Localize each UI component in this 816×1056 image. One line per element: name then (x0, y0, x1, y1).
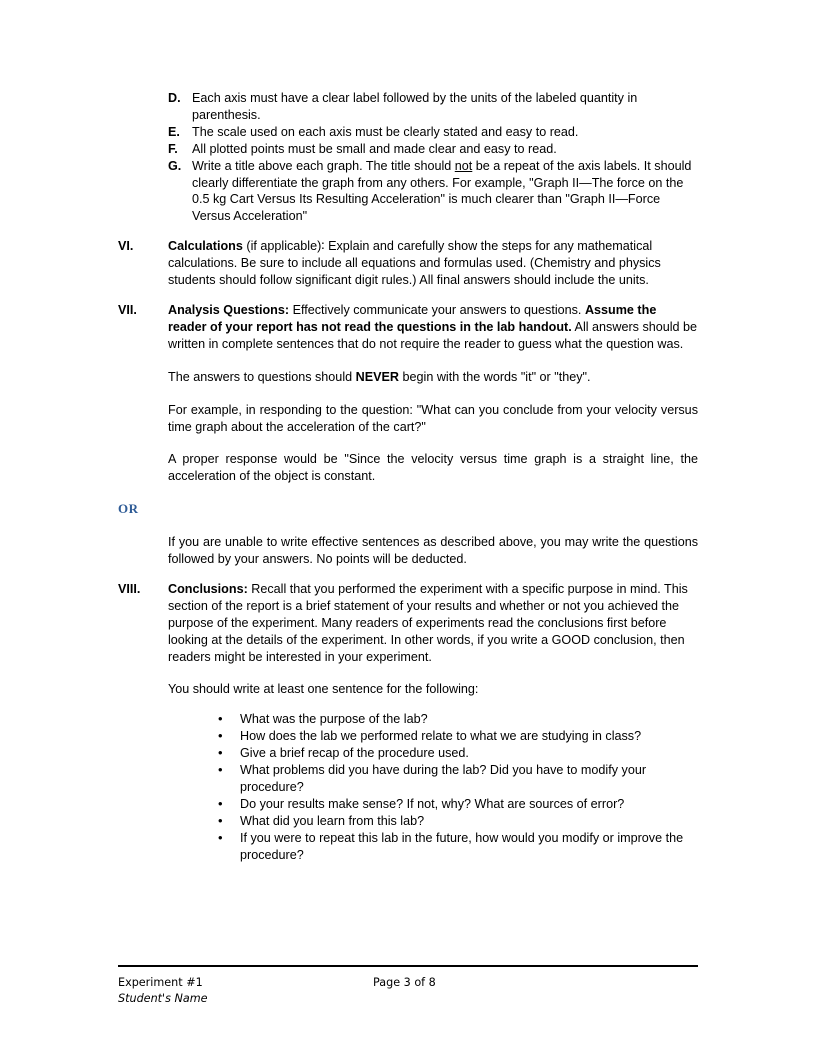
section-marker-vi: VI. (118, 239, 134, 254)
list-item-g-text-part1: Write a title above each graph. The title should (192, 158, 455, 173)
paragraph-never-part1: The answers to questions should (168, 369, 356, 384)
list-marker-e: E. (168, 124, 180, 139)
list-item (118, 796, 698, 813)
conclusion-questions-list (118, 711, 698, 863)
list-item-d-text: Each axis must have a clear label followed by the units of the labeled quantity in parenthesis. (192, 91, 638, 122)
document-content (118, 90, 698, 864)
paragraph-proper-response: A proper response would be "Since the velocity versus time graph is a straight line, the acceleration of the object is constant. (168, 452, 698, 484)
list-item-g-underlined-word: not (454, 158, 473, 173)
section-marker-viii: VIII. (118, 581, 141, 596)
footer-page-number: Page 3 of 8 (373, 976, 436, 989)
section-vi-text: Explain and carefully show the steps for any mathematical calculations. Be sure to include all equations and formulas used. (Chemistry and physics students should follow significant digit rules.) All final answers should include the units. (168, 239, 661, 288)
bullet-icon: • (218, 795, 223, 811)
section-viii-heading: Conclusions: (168, 581, 248, 596)
section-vii-intro: Effectively communicate your answers to questions. (289, 302, 585, 317)
paragraph-never-part2: begin with the words "it" or "they". (399, 369, 591, 384)
paragraph-alternative: If you are unable to write effective sentences as described above, you may write the questions followed by your answers. No points will be deducted. (168, 535, 698, 567)
list-item-g (118, 158, 698, 226)
section-calculations (118, 238, 698, 289)
list-item-f-text: All plotted points must be small and made clear and easy to read. (192, 141, 557, 156)
bullet-icon: • (218, 762, 223, 778)
section-analysis-questions (118, 302, 698, 353)
section-vii-body (168, 302, 698, 353)
list-marker-d: D. (168, 91, 181, 105)
paragraph-never (118, 369, 698, 386)
page-footer (118, 975, 698, 1006)
list-item (118, 728, 698, 745)
list-item (118, 830, 698, 864)
section-vi-heading-suffix: (if applicable)∶ (242, 239, 329, 254)
footer-student-name: Student's Name (118, 991, 208, 1005)
section-marker-vii: VII. (118, 302, 137, 317)
list-marker-g: G. (168, 158, 182, 173)
section-viii-text: Recall that you performed the experiment with a specific purpose in mind. This section of the report is a brief statement of your results and whether or not you achieved the purpose of the experiment. Many readers of experiments read the conclusions first before looking at the details of the experiment. In other words, if you write a GOOD conclusion, then readers might be interested in your experiment. (168, 581, 688, 664)
bullet-icon: • (218, 728, 223, 744)
section-vii-bold-emphasis: Assume the reader of your report has not read the questions in the lab handout. (168, 302, 657, 334)
bullet-icon: • (218, 745, 223, 761)
section-vii-heading: Analysis Questions: (168, 302, 290, 317)
section-viii-body (168, 581, 698, 666)
list-item (118, 762, 698, 796)
list-item-e-text: The scale used on each axis must be clearly stated and easy to read. (192, 124, 579, 139)
bullet-text: If you were to repeat this lab in the future, how would you modify or improve the procedure? (240, 830, 684, 862)
footer-row-bottom (118, 991, 698, 1007)
section-vi-body (168, 238, 698, 289)
bullet-text: Do your results make sense? If not, why? What are sources of error? (240, 796, 625, 811)
section-vii-text: All answers should be written in complete sentences that do not require the reader to guess what the question was. (168, 319, 698, 351)
list-item-e (118, 124, 698, 141)
or-divider-label: OR (118, 501, 139, 517)
paragraph-sentence-prompt: You should write at least one sentence for the following: (168, 682, 479, 697)
paragraph-example: For example, in responding to the question: "What can you conclude from your velocity versus time graph about the acceleration of the cart?" (168, 402, 698, 434)
footer-experiment-label: Experiment #1 (118, 976, 203, 989)
bullet-text: Give a brief recap of the procedure used. (240, 746, 469, 761)
footer-divider (118, 965, 698, 967)
bullet-text: How does the lab we performed relate to what we are studying in class? (240, 729, 642, 744)
footer-row-top (118, 975, 698, 991)
list-item (118, 711, 698, 728)
list-item-f (118, 141, 698, 158)
paragraph-never-emphasis: NEVER (355, 369, 400, 384)
section-vi-heading: Calculations (168, 239, 243, 254)
list-item (118, 745, 698, 762)
list-marker-f: F. (168, 141, 178, 156)
list-item (118, 813, 698, 830)
list-item-d (118, 90, 698, 124)
list-item-g-text-part2: be a repeat of the axis labels. It should clearly differentiate the graph from any others. For example, "Graph II—The force on the 0.5 kg Cart Versus Its Resulting Acceleration" is much clearer than "Graph II—Force Versus Acceleration" (192, 158, 692, 224)
graph-requirements-list (118, 90, 698, 225)
bullet-text: What problems did you have during the lab? Did you have to modify your procedure? (240, 763, 647, 794)
bullet-icon: • (218, 711, 223, 727)
bullet-icon: • (218, 829, 223, 845)
section-conclusions (118, 581, 698, 666)
bullet-icon: • (218, 812, 223, 828)
bullet-text: What was the purpose of the lab? (240, 712, 428, 727)
bullet-text: What did you learn from this lab? (240, 813, 425, 828)
